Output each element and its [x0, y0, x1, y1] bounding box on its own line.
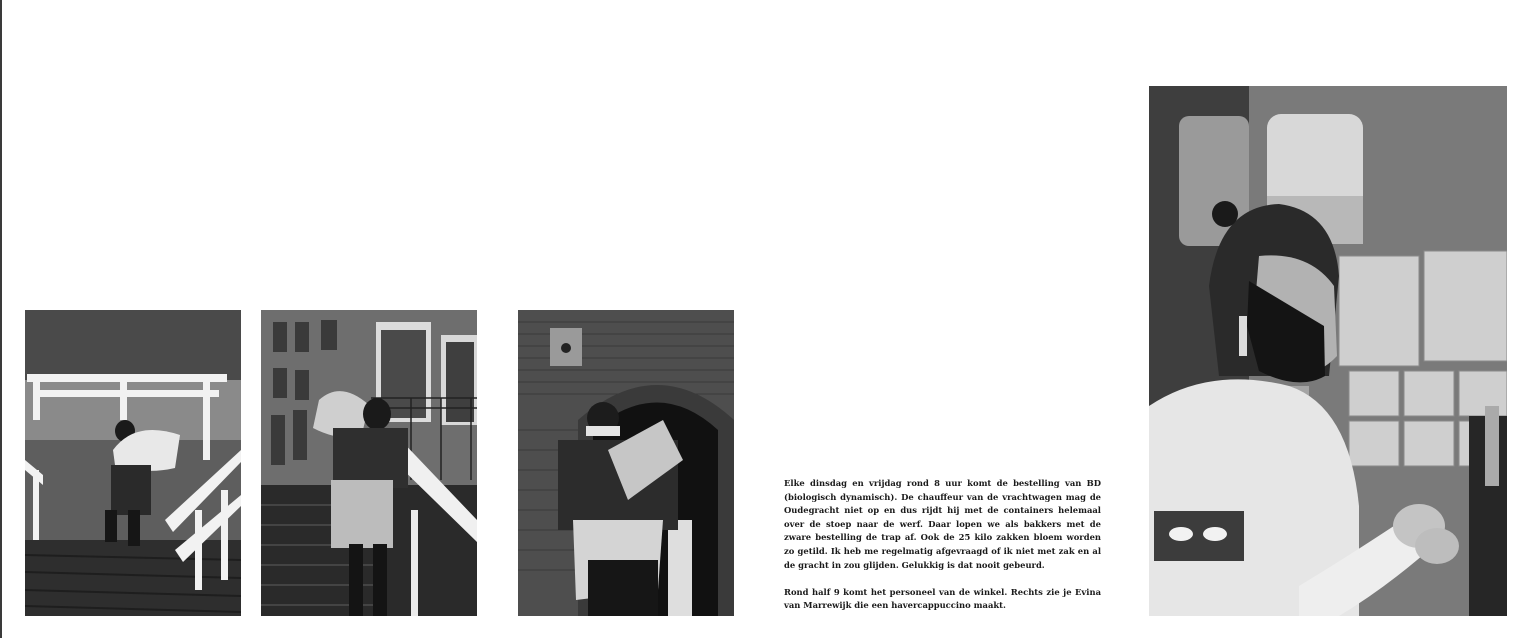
photo-baker-with-sack-on-shoulder — [261, 310, 477, 616]
article-text — [784, 477, 1101, 627]
photo-woman-making-cappuccino — [1149, 86, 1507, 616]
article-paragraph-2: Rond half 9 komt het personeel van de winkel. Rechts zie je Evina van Marrewijk die een havercappuccino maakt. — [784, 586, 1101, 611]
photo-baker-descending-stairs — [25, 310, 241, 616]
article-paragraph-1: Elke dinsdag en vrijdag rond 8 uur komt de bestelling van BD (biologisch dynamisch). De chauffeur van de vrachtwagen mag de Oudegracht niet op en dus rijdt hij met de containers helemaal over de stoep naar de werf. Daar lopen we als bakkers met de zware bestelling de trap af. Ook de 25 kilo zakken bloem worden zo getild. Ik heb me regelmatig afgevraagd of ik niet met zak en al de gracht in zou glijden. Gelukkig is dat nooit gebeurd. — [784, 478, 1101, 570]
page-edge-line — [0, 0, 2, 638]
photo-baker-entering-doorway — [518, 310, 734, 616]
